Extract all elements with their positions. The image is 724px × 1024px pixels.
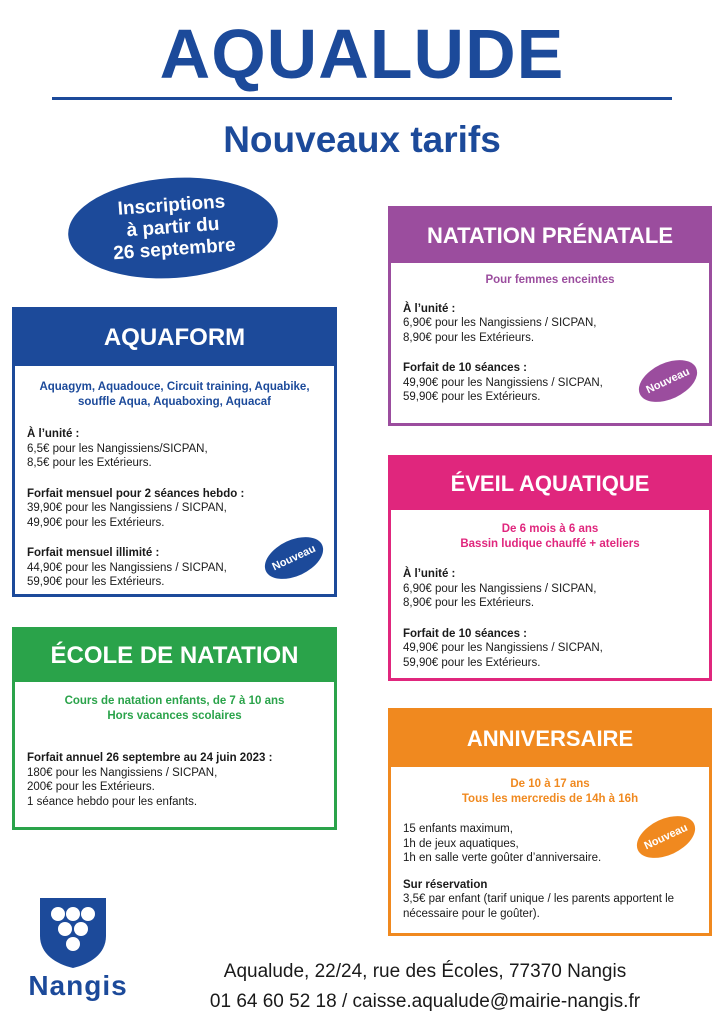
price-block: À l’unité : 6,90€ pour les Nangissiens / SICPAN, 8,90€ pour les Extérieurs. [403,568,597,609]
inscriptions-line: à partir du [125,213,221,242]
price-block: Forfait mensuel illimité : 44,90€ pour les Nangissiens / SICPAN, 59,90€ pour les Extérieurs. [27,547,227,588]
info-block: 15 enfants maximum, 1h de jeux aquatiques, 1h en salle verte goûter d’anniversaire. [403,823,602,864]
prenatale-title: NATATION PRÉNATALE [391,209,709,263]
anniversaire-subtitle: De 10 à 17 ans Tous les mercredis de 14h à 16h [461,778,639,805]
inscriptions-line: 26 septembre [112,234,237,265]
price-block: À l’unité : 6,90€ pour les Nangissiens / SICPAN, 8,90€ pour les Extérieurs. [403,302,597,344]
price-block: À l’unité : 6,5€ pour les Nangissiens/SICPAN, 8,5€ pour les Extérieurs. [27,428,208,469]
aquaform-box [12,307,337,597]
nangis-shield-icon [38,896,108,970]
inscriptions-oval [65,171,281,285]
anniversaire-box [388,708,712,936]
aquaform-title: AQUAFORM [15,310,334,366]
ecole-subtitle: Cours de natation enfants, de 7 à 10 ans Hors vacances scolaires [64,695,285,722]
inscriptions-line: Inscriptions [116,191,226,220]
ecole-title: ÉCOLE DE NATATION [15,630,334,682]
nouveau-badge: Nouveau [632,352,703,411]
page-subtitle: Nouveaux tarifs [223,119,501,160]
aquaform-subtitle: Aquagym, Aquadouce, Circuit training, Aquabike, souffle Aqua, Aquaboxing, Aquacaf [39,381,310,408]
prenatale-subtitle: Pour femmes enceintes [485,274,615,286]
nouveau-badge: Nouveau [630,808,701,867]
eveil-subtitle: De 6 mois à 6 ans Bassin ludique chauffé + ateliers [460,523,640,550]
ecole-natation-box [12,627,337,830]
nouveau-badge: Nouveau [258,529,329,588]
page-title: AQUALUDE [159,15,565,93]
anniversaire-title: ANNIVERSAIRE [391,711,709,767]
price-block: Forfait de 10 séances : 49,90€ pour les Nangissiens / SICPAN, 59,90€ pour les Extérieurs. [403,627,603,669]
footer-address: Aqualude, 22/24, rue des Écoles, 77370 Nangis [223,961,627,982]
footer-contact: 01 64 60 52 18 / caisse.aqualude@mairie-nangis.fr [209,991,641,1012]
eveil-aquatique-box [388,455,712,681]
title-divider [52,97,672,100]
price-block: Forfait mensuel pour 2 séances hebdo : 39,90€ pour les Nangissiens / SICPAN, 49,90€ pour les Extérieurs. [27,487,245,529]
logo-wordmark: Nangis [28,970,128,1001]
price-block: Forfait de 10 séances : 49,90€ pour les Nangissiens / SICPAN, 59,90€ pour les Extérieurs. [403,362,603,403]
eveil-title: ÉVEIL AQUATIQUE [391,458,709,510]
natation-prenatale-box [388,206,712,426]
price-block: Forfait annuel 26 septembre au 24 juin 2023 : 180€ pour les Nangissiens / SICPAN, 200€ pour les Extérieurs. 1 séance hebdo pour les enfants. [27,752,273,808]
price-block: Sur réservation 3,5€ par enfant (tarif unique / les parents apportent le nécessaire pour le goûter). [403,878,675,920]
